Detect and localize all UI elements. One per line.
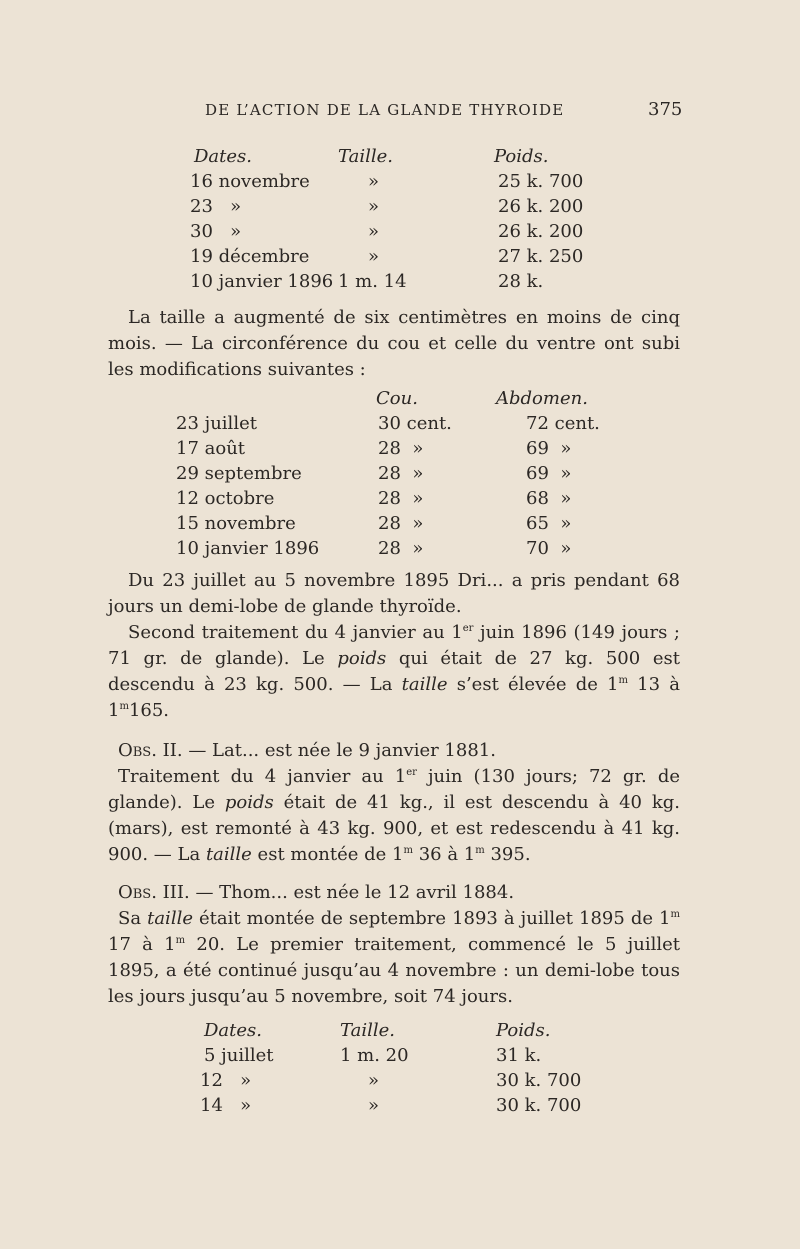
cell-date: 19 décembre [190,246,310,267]
header-poids: Poids. [494,146,549,167]
cell-date: 12 octobre [176,488,275,509]
cell-poids: 30 k. 700 [496,1095,582,1116]
cell-date: 10 janvier 1896 [190,271,334,292]
table-row [190,219,610,244]
italic-term: taille [205,844,252,865]
table-row [200,1043,600,1068]
text-run: juin 1896 (149 jours ; 71 gr. de glande). Le [108,622,680,669]
cell-poids: 26 k. 200 [498,221,584,242]
table-row [200,1093,600,1118]
text-run: — Lat... est née le 9 janvier 1881. [182,740,496,761]
table-header-row [190,144,610,169]
table-growth-weight-thom [200,1018,600,1118]
observation-label: Obs. III. [118,882,190,903]
cell-abdomen: 69 » [526,463,572,484]
text-run: 165. [128,700,170,721]
superscript: m [175,935,186,946]
cell-taille: » [368,1095,380,1116]
header-taille: Taille. [338,146,393,167]
cell-poids: 26 k. 200 [498,196,584,217]
page-header [0,101,800,125]
cell-poids: 28 k. [498,271,544,292]
table-row [190,269,610,294]
table-row [176,436,616,461]
cell-taille: 1 m. 20 [340,1045,409,1066]
table-header-row [176,386,616,411]
text-run: était montée de septembre 1893 à juillet 1895 de 1 [192,908,671,929]
cell-date: 16 novembre [190,171,310,192]
cell-abdomen: 72 cent. [526,413,600,434]
cell-date: 29 septembre [176,463,302,484]
paragraph-second-treatment [108,620,680,724]
cell-abdomen: 69 » [526,438,572,459]
italic-term: taille [147,908,193,929]
running-title: DE L’ACTION DE LA GLANDE THYROIDE [205,101,565,119]
text-run: Second traitement du 4 janvier au 1 [128,622,463,643]
italic-term: poids [337,648,387,669]
superscript: m [403,845,413,856]
text-run: 395. [484,844,531,865]
cell-abdomen: 68 » [526,488,572,509]
superscript: m [475,845,485,856]
cell-cou: 28 » [378,463,424,484]
superscript: er [462,623,474,634]
cell-date: 5 juillet [204,1045,274,1066]
cell-date: 10 janvier 1896 [176,538,320,559]
header-dates: Dates. [194,146,253,167]
text-run: qui était de 27 kg. 500 est descendu à 23 kg. 500. — La [108,648,680,695]
cell-date: 17 août [176,438,246,459]
cell-date: 14 » [200,1095,252,1116]
header-abdomen: Abdomen. [496,388,588,409]
cell-taille: » [368,196,380,217]
table-row [176,461,616,486]
header-dates: Dates. [204,1020,263,1041]
text-run: s’est élevée de 1 [447,674,619,695]
cell-date: 12 » [200,1070,252,1091]
text-run: 20. Le premier traitement, commencé le 5 juillet 1895, a été continué jusqu’au 4 novembre : un demi-lobe tous les jours jusqu’au 5 novembre, soit 74 jours. [108,934,681,1007]
table-neck-abdomen [176,386,616,561]
table-row [176,411,616,436]
table-row [176,486,616,511]
cell-abdomen: 70 » [526,538,572,559]
observation-2 [108,738,680,868]
cell-cou: 30 cent. [378,413,452,434]
superscript: m [618,675,628,686]
cell-taille: » [368,221,380,242]
table-row [200,1068,600,1093]
paragraph-text: Du 23 juillet au 5 novembre 1895 Dri... a pris pendant 68 jours un demi-lobe de glande thyroïde. [108,570,680,617]
superscript: er [406,767,417,778]
text-run: 17 à 1 [108,934,176,955]
cell-cou: 28 » [378,513,424,534]
observation-3 [108,880,680,1010]
superscript: m [119,701,129,712]
cell-taille: » [368,246,380,267]
text-run: Sa [118,908,148,929]
cell-date: 23 » [190,196,242,217]
italic-term: poids [224,792,274,813]
cell-poids: 27 k. 250 [498,246,584,267]
text-run: juin (130 jours; 72 gr. de glande). Le [108,766,680,813]
text-run: — Thom... est née le 12 avril 1884. [189,882,515,903]
header-taille: Taille. [340,1020,395,1041]
cell-poids: 25 k. 700 [498,171,584,192]
header-poids: Poids. [496,1020,551,1041]
observation-heading [108,880,680,906]
superscript: m [670,909,680,920]
observation-body [108,906,680,1010]
text-run: 36 à 1 [413,844,476,865]
page-number: 375 [648,99,683,120]
observation-heading [108,738,680,764]
cell-date: 23 juillet [176,413,257,434]
table-row [176,536,616,561]
table-row [190,169,610,194]
cell-date: 30 » [190,221,242,242]
paragraph-intro-measurements [108,305,680,383]
cell-cou: 28 » [378,538,424,559]
cell-cou: 28 » [378,488,424,509]
cell-abdomen: 65 » [526,513,572,534]
observation-body [108,764,680,868]
paragraph-text: La taille a augmenté de six centimètres en moins de cinq mois. — La circonférence du cou et celle du ventre ont subi les modifications suivantes : [108,307,680,380]
text-run: était de 41 kg., il est descendu à 40 kg. (mars), est remonté à 43 kg. 900, et est redescendu à 41 kg. 900. — La [108,792,680,865]
cell-poids: 30 k. 700 [496,1070,582,1091]
table-row [190,194,610,219]
paragraph-treatment-dri [108,568,680,724]
cell-cou: 28 » [378,438,424,459]
italic-term: taille [401,674,448,695]
observation-label: Obs. II. [118,740,183,761]
table-growth-weight [190,144,610,294]
text-run: Traitement du 4 janvier au 1 [118,766,407,787]
table-row [190,244,610,269]
cell-date: 15 novembre [176,513,296,534]
cell-taille: 1 m. 14 [338,271,407,292]
table-row [176,511,616,536]
table-header-row [200,1018,600,1043]
cell-taille: » [368,1070,380,1091]
cell-taille: » [368,171,380,192]
cell-poids: 31 k. [496,1045,542,1066]
header-cou: Cou. [376,388,418,409]
text-run: est montée de 1 [251,844,404,865]
text-run: 13 à 1 [108,674,680,721]
